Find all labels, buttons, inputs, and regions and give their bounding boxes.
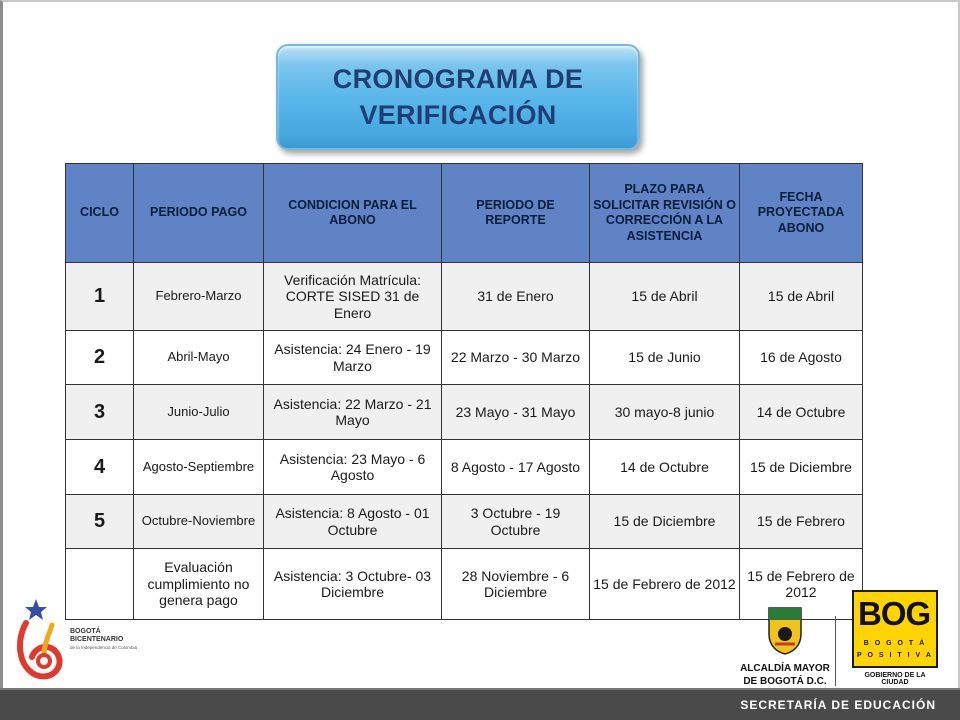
cell-fecha: 15 de Abril [740,263,863,331]
cell-periodo-reporte: 31 de Enero [442,263,590,331]
cell-ciclo: 3 [66,385,134,440]
bogota-positiva-logo [852,590,938,686]
cell-plazo: 15 de Abril [590,263,740,331]
cell-plazo: 15 de Junio [590,331,740,385]
cell-plazo: 15 de Febrero de 2012 [590,549,740,620]
table-row [66,263,863,331]
bicentenario-tagline: de la Independencia de Colombia [70,645,138,650]
cell-fecha: 16 de Agosto [740,331,863,385]
alcaldia-line2: DE BOGOTÁ D.C. [743,676,827,687]
cell-fecha: 15 de Febrero [740,495,863,549]
cell-periodo-pago: Febrero-Marzo [134,263,264,331]
table-row [66,385,863,440]
cell-periodo-reporte: 23 Mayo - 31 Mayo [442,385,590,440]
bog-line2: P O S I T I V A [857,652,933,659]
page-title: CRONOGRAMA DE VERIFICACIÓN [332,64,584,130]
header-periodo-pago: PERIODO PAGO [134,164,264,263]
cell-periodo-pago: Octubre-Noviembre [134,495,264,549]
cell-condicion: Asistencia: 23 Mayo - 6 Agosto [264,440,442,495]
coat-of-arms-icon [765,604,805,656]
alcaldia-line1: ALCALDÍA MAYOR [740,663,830,674]
cell-ciclo: 5 [66,495,134,549]
header-ciclo: CICLO [66,164,134,263]
table-header-row [66,164,863,263]
bog-word: BOG [858,595,931,632]
gobierno-label: GOBIERNO DE LA CIUDAD [864,672,926,686]
table-row [66,331,863,385]
bicentenario-line2: BICENTENARIO [70,636,124,643]
header-plazo: PLAZO PARA SOLICITAR REVISIÓN O CORRECCIÓN A LA ASISTENCIA [590,164,740,263]
cell-condicion: Asistencia: 3 Octubre- 03 Diciembre [264,549,442,620]
cell-ciclo: 4 [66,440,134,495]
table-row [66,440,863,495]
header-condicion: CONDICION PARA EL ABONO [264,164,442,263]
cell-plazo: 14 de Octubre [590,440,740,495]
title-banner [276,44,640,150]
cell-plazo: 15 de Diciembre [590,495,740,549]
cell-fecha: 15 de Febrero de 2012 [740,549,863,620]
cell-periodo-reporte: 22 Marzo - 30 Marzo [442,331,590,385]
bicentenario-line1: BOGOTÁ [70,628,101,635]
logo-divider [835,616,836,686]
cell-plazo: 30 mayo-8 junio [590,385,740,440]
cell-ciclo: 2 [66,331,134,385]
bog-badge [852,590,938,668]
cell-condicion: Asistencia: 8 Agosto - 01 Octubre [264,495,442,549]
alcaldia-logo [740,604,830,690]
bicentenario-text [70,628,137,652]
schedule-table [65,163,863,620]
cell-periodo-pago: Evaluación cumplimiento no genera pago [134,549,264,620]
cell-periodo-pago: Junio-Julio [134,385,264,440]
footer-bar [0,688,960,720]
cell-periodo-reporte: 28 Noviembre - 6 Diciembre [442,549,590,620]
bog-line1: B O G O T Á [863,640,927,647]
cell-condicion: Asistencia: 22 Marzo - 21 Mayo [264,385,442,440]
cell-fecha: 14 de Octubre [740,385,863,440]
cell-fecha: 15 de Diciembre [740,440,863,495]
cell-periodo-reporte: 8 Agosto - 17 Agosto [442,440,590,495]
cell-condicion: Verificación Matrícula: CORTE SISED 31 de Enero [264,263,442,331]
table-row [66,495,863,549]
cell-ciclo: 1 [66,263,134,331]
cell-periodo-pago: Abril-Mayo [134,331,264,385]
header-fecha: FECHA PROYECTADA ABONO [740,164,863,263]
cell-condicion: Asistencia: 24 Enero - 19 Marzo [264,331,442,385]
header-periodo-reporte: PERIODO DE REPORTE [442,164,590,263]
cell-periodo-pago: Agosto-Septiembre [134,440,264,495]
cell-periodo-reporte: 3 Octubre - 19 Octubre [442,495,590,549]
footer-label: SECRETARÍA DE EDUCACIÓN [740,698,936,712]
